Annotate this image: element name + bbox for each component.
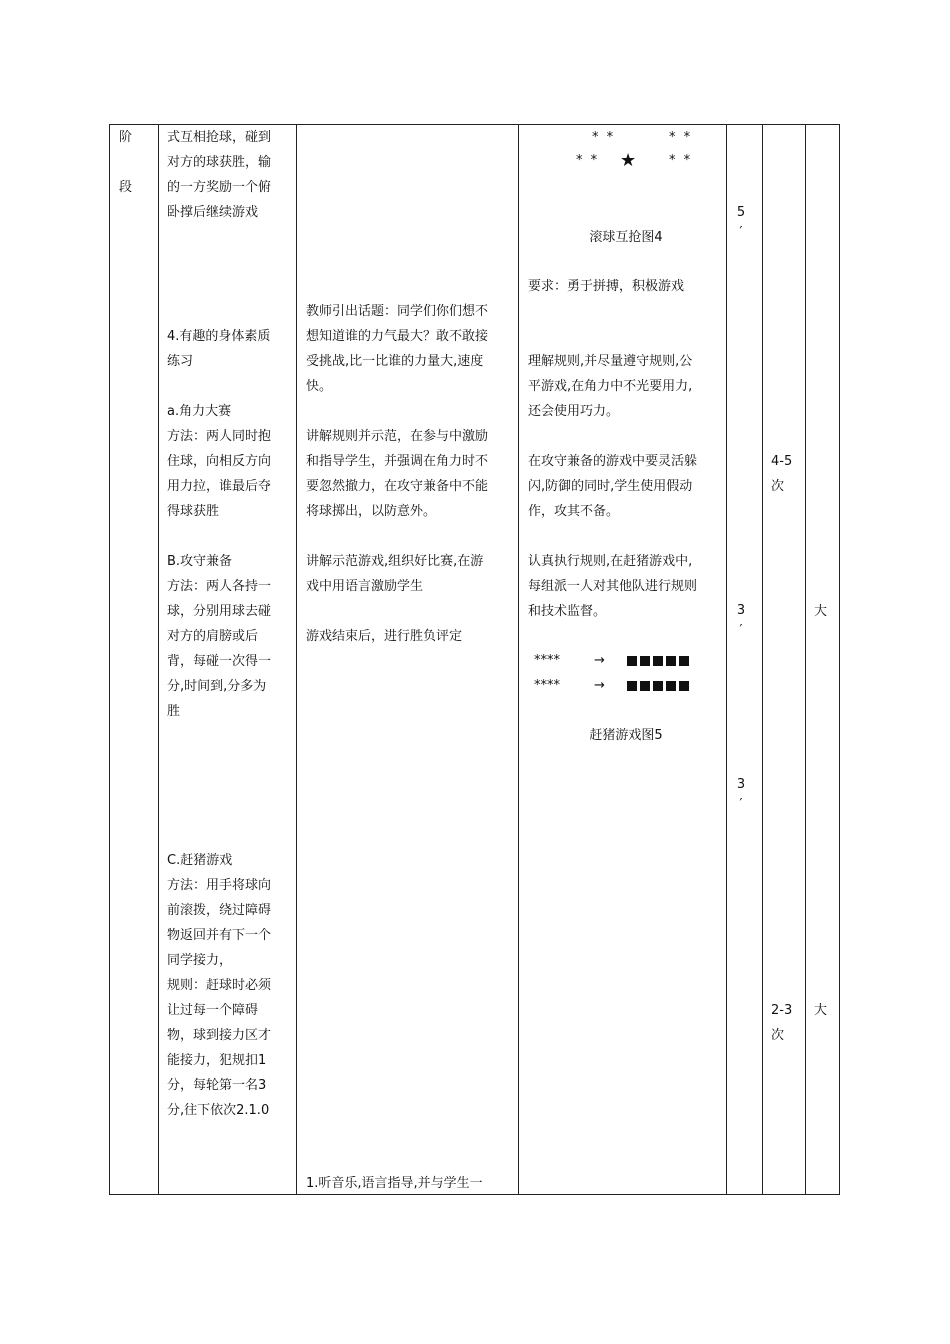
- section-heading: 练习: [167, 354, 194, 369]
- column-divider: [158, 125, 159, 1194]
- time-unit: ′: [739, 225, 743, 240]
- content-line: 分,往下依次2.1.0: [167, 1103, 270, 1118]
- section-heading: 4.有趣的身体素质: [167, 329, 271, 344]
- content-line: 规则：赶球时必须: [167, 978, 272, 993]
- teacher-line: 讲解示范游戏,组织好比赛,在游: [306, 554, 484, 569]
- intensity-value: 大: [814, 604, 828, 619]
- count-unit: 次: [771, 479, 785, 494]
- content-line: 物返回并有下一个: [167, 928, 272, 943]
- content-line: 能接力，犯规扣1: [167, 1053, 267, 1068]
- diagram-caption: 赶猪游戏图5: [589, 728, 663, 743]
- content-line: 胜: [167, 704, 181, 719]
- lesson-plan-table: [109, 124, 840, 1195]
- content-line: 分，每轮第一名3: [167, 1078, 267, 1093]
- content-line: 对方的肩膀或后: [167, 629, 259, 644]
- teacher-line: 讲解规则并示范，在参与中激励: [306, 429, 489, 444]
- team-marks: ****: [534, 678, 560, 693]
- content-line: 方法：两人同时抱: [167, 429, 272, 444]
- game-title-c: C.赶猪游戏: [167, 853, 233, 868]
- student-line: 闪,防御的同时,学生使用假动: [528, 479, 693, 494]
- teacher-line: 戏中用语言激励学生: [306, 579, 424, 594]
- student-line: 作，攻其不备。: [528, 504, 620, 519]
- time-unit: ′: [739, 797, 743, 812]
- count-unit: 次: [771, 1028, 785, 1043]
- team-marks: ****: [534, 653, 560, 668]
- obstacle-row: [627, 673, 692, 698]
- content-line: 的一方奖励一个俯: [167, 180, 272, 195]
- player-marks: * *: [669, 130, 693, 145]
- teacher-line: 教师引出话题：同学们你们想不: [306, 304, 489, 319]
- teacher-line: 受挑战,比一比谁的力量大,速度: [306, 354, 484, 369]
- obstacle-square-icon: [653, 656, 663, 666]
- time-value: 3: [736, 603, 746, 618]
- content-line: 前滚拨，绕过障碍: [167, 903, 272, 918]
- student-line: 每组派一人对其他队进行规则: [528, 579, 698, 594]
- content-line: 方法：两人各持一: [167, 579, 272, 594]
- student-line: 理解规则,并尽量遵守规则,公: [528, 354, 693, 369]
- game-title-a: a.角力大赛: [167, 404, 232, 419]
- content-line: 得球获胜: [167, 504, 220, 519]
- content-line: 让过每一个障碍: [167, 1003, 259, 1018]
- student-line: 和技术监督。: [528, 604, 607, 619]
- content-line: 同学接力，: [167, 953, 233, 968]
- teacher-line: 1.听音乐,语言指导,并与学生一: [306, 1176, 483, 1191]
- column-divider: [518, 125, 519, 1194]
- obstacle-square-icon: [640, 656, 650, 666]
- obstacle-square-icon: [679, 656, 689, 666]
- diagram-caption: 滚球互抢图4: [589, 230, 663, 245]
- column-divider: [762, 125, 763, 1194]
- teacher-line: 要忽然撤力，在攻守兼备中不能: [306, 479, 489, 494]
- column-divider: [296, 125, 297, 1194]
- teacher-line: 将球掷出，以防意外。: [306, 504, 437, 519]
- content-line: 背，每碰一次得一: [167, 654, 272, 669]
- student-line: 还会使用巧力。: [528, 404, 620, 419]
- teacher-line: 快。: [306, 379, 333, 394]
- content-line: 住球，向相反方向: [167, 454, 272, 469]
- content-line: 式互相抢球，碰到: [167, 130, 272, 145]
- obstacle-row: [627, 648, 692, 673]
- content-line: 分,时间到,分多为: [167, 679, 267, 694]
- obstacle-square-icon: [666, 681, 676, 691]
- content-line: 物，球到接力区才: [167, 1028, 272, 1043]
- stage-char: 阶: [119, 130, 133, 145]
- count-value: 4-5: [771, 454, 793, 469]
- player-marks: * *: [592, 130, 616, 145]
- requirement-text: 要求：勇于拼搏，积极游戏: [528, 279, 685, 294]
- content-line: 方法：用手将球向: [167, 878, 272, 893]
- student-line: 在攻守兼备的游戏中要灵活躲: [528, 454, 698, 469]
- time-value: 5: [736, 205, 746, 220]
- teacher-line: 和指导学生，并强调在角力时不: [306, 454, 489, 469]
- player-marks: * *: [669, 153, 693, 168]
- obstacle-square-icon: [640, 681, 650, 691]
- content-line: 用力拉，谁最后夺: [167, 479, 272, 494]
- content-line: 卧撑后继续游戏: [167, 205, 259, 220]
- content-line: 球，分别用球去碰: [167, 604, 272, 619]
- column-divider: [726, 125, 727, 1194]
- column-divider: [805, 125, 806, 1194]
- arrow-right-icon: →: [594, 653, 605, 668]
- teacher-line: 游戏结束后，进行胜负评定: [306, 629, 463, 644]
- arrow-right-icon: →: [594, 678, 605, 693]
- obstacle-square-icon: [653, 681, 663, 691]
- teacher-star-icon: ★: [620, 150, 639, 171]
- obstacle-square-icon: [627, 681, 637, 691]
- content-line: 对方的球获胜，输: [167, 155, 272, 170]
- stage-char: 段: [119, 180, 133, 195]
- count-value: 2-3: [771, 1003, 793, 1018]
- player-marks: * *: [576, 153, 600, 168]
- game-title-b: B.攻守兼备: [167, 554, 233, 569]
- obstacle-square-icon: [679, 681, 689, 691]
- teacher-line: 想知道谁的力气最大？敢不敢接: [306, 329, 489, 344]
- intensity-value: 大: [814, 1003, 828, 1018]
- student-line: 认真执行规则,在赶猪游戏中,: [528, 554, 693, 569]
- time-unit: ′: [739, 623, 743, 638]
- time-value: 3: [736, 777, 746, 792]
- obstacle-square-icon: [627, 656, 637, 666]
- obstacle-square-icon: [666, 656, 676, 666]
- student-line: 平游戏,在角力中不光要用力,: [528, 379, 693, 394]
